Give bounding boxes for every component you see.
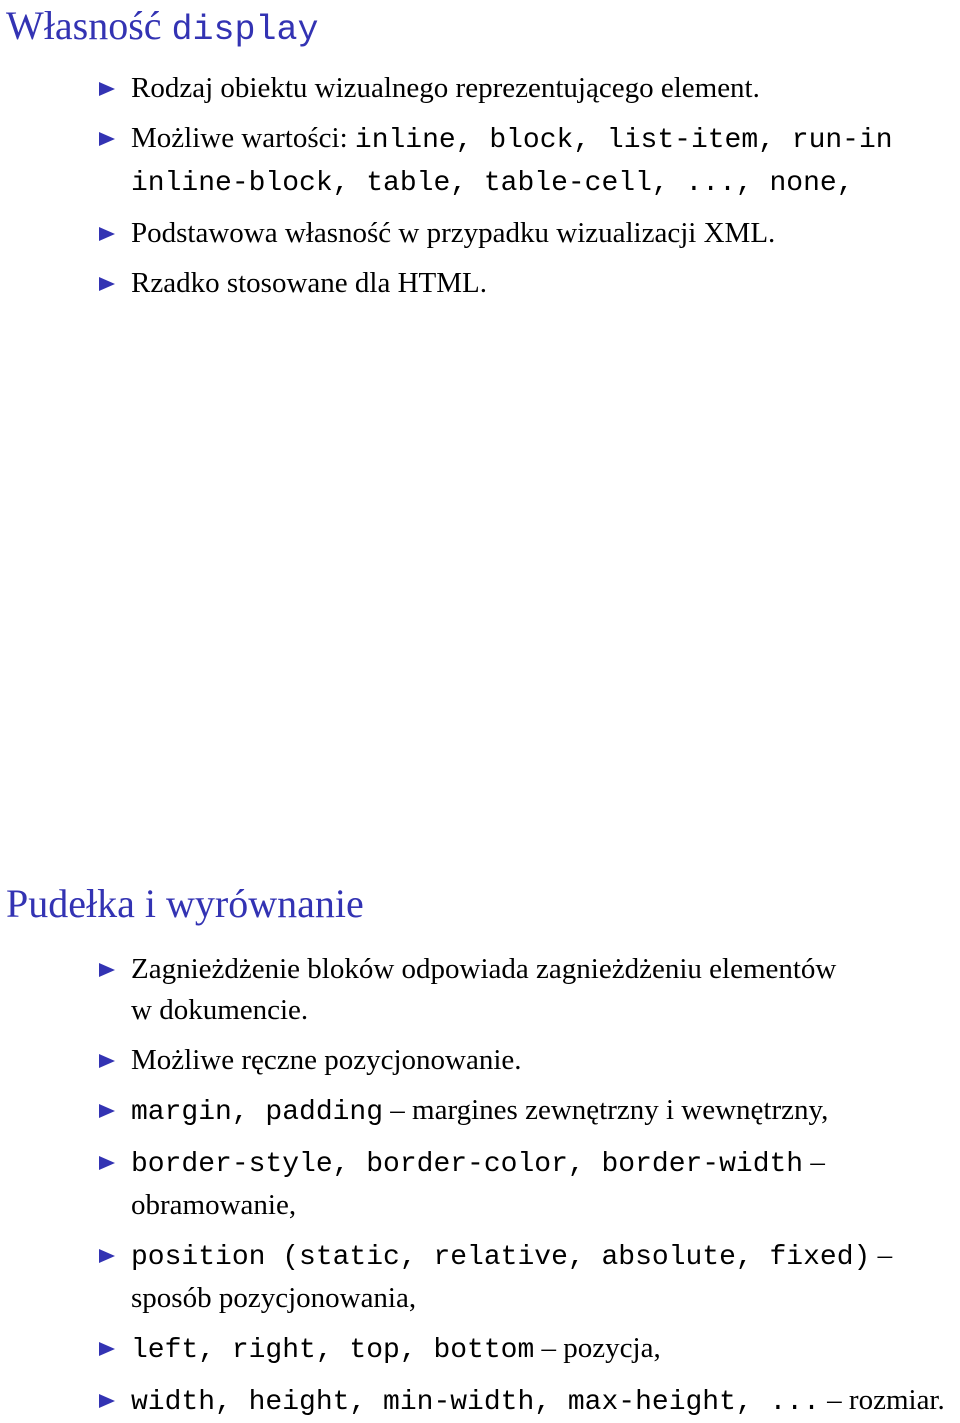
item-code: inline, block, list-item, run-in [354, 125, 893, 156]
section-title-display [6, 4, 319, 52]
item-code: (static, relative, absolute, fixed) [265, 1242, 871, 1273]
item-text: sposób pozycjonowania, [131, 1282, 417, 1314]
item-text: Zagnieżdżenie bloków odpowiada zagnieżdżeniu elementów [131, 953, 837, 985]
item-text: obramowanie, [131, 1189, 297, 1221]
item-text: – rozmiar. [819, 1384, 945, 1416]
triangle-bullet-icon [99, 1342, 115, 1356]
list-item [0, 68, 960, 109]
list-item [0, 1040, 960, 1081]
list-item [0, 1380, 960, 1423]
bullet-list-display [0, 68, 960, 304]
triangle-bullet-icon [99, 1054, 115, 1068]
list-item [0, 213, 960, 254]
item-text: – [870, 1239, 893, 1271]
list-item [0, 1235, 960, 1319]
list-item [0, 118, 960, 204]
item-code: left, right, top, bottom [131, 1335, 535, 1366]
item-text: – [803, 1146, 825, 1178]
item-text: Możliwe wartości: [131, 122, 355, 154]
item-code: margin, padding [131, 1097, 384, 1128]
title-text: Własność [6, 3, 172, 48]
triangle-bullet-icon [99, 132, 115, 146]
item-text: – pozycja, [534, 1332, 661, 1364]
list-item [0, 1328, 960, 1371]
item-text: Podstawowa własność w przypadku wizualizacji XML. [131, 217, 776, 249]
list-item [0, 1090, 960, 1133]
triangle-bullet-icon [99, 227, 115, 241]
item-code: width, height, min-width, max-height, ... [131, 1387, 820, 1418]
triangle-bullet-icon [99, 82, 115, 96]
item-code: position [131, 1242, 266, 1273]
list-item [0, 1142, 960, 1226]
item-text: Rodzaj obiektu wizualnego reprezentującego element. [131, 72, 760, 104]
item-text: w dokumencie. [131, 994, 309, 1026]
list-item [0, 949, 960, 1031]
item-code: inline-block, table, table-cell, ..., none, [131, 168, 854, 199]
item-text: Możliwe ręczne pozycjonowanie. [131, 1044, 522, 1076]
triangle-bullet-icon [99, 1394, 115, 1408]
triangle-bullet-icon [99, 1156, 115, 1170]
item-text: Rzadko stosowane dla HTML. [131, 267, 487, 299]
item-text: – margines zewnętrzny i wewnętrzny, [383, 1094, 829, 1126]
triangle-bullet-icon [99, 1104, 115, 1118]
item-code: border-style, border-color, border-width [131, 1149, 804, 1180]
triangle-bullet-icon [99, 1249, 115, 1263]
section-title-boxes: Pudełka i wyrównanie [6, 881, 364, 926]
bullet-list-boxes [0, 949, 960, 1423]
title-code: display [171, 10, 319, 50]
triangle-bullet-icon [99, 277, 115, 291]
list-item [0, 263, 960, 304]
triangle-bullet-icon [99, 963, 115, 977]
